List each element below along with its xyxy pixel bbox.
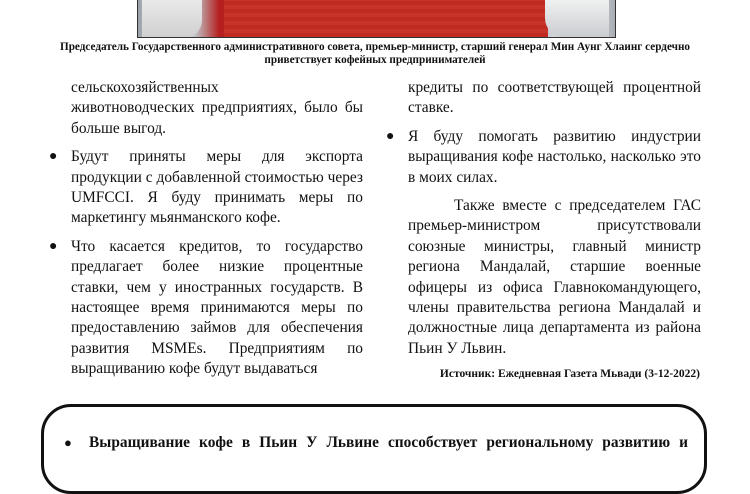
left-continuation-2: животноводческих предприятиях, было бы больше выгод. (71, 99, 363, 137)
photo-figure-left (142, 0, 202, 38)
source-citation: Источник: Ежедневная Газета Мьвади (3-12-2022) (439, 368, 700, 380)
right-column (385, 78, 701, 359)
list-item: ● Я буду помогать развитию индустрии выращивания кофе настолько, насколько это в моих силах. (386, 127, 701, 186)
left-column (48, 78, 363, 388)
bullet-dot-icon: ● (49, 149, 58, 165)
photo-figure-right (545, 0, 609, 38)
right-paragraph: Также вместе с председателем ГАС премьер-министром присутствовали союзные министры, главный министр региона Мандалай, старшие военные офицеры из офиса Главнокомандующего, члены правительства региона Мандалай и должностные лица департамента из района Пьин У Львин. (408, 197, 701, 357)
bullet-dot-icon: ● (49, 238, 58, 254)
left-continuation-1: сельскохозяйственных (71, 79, 219, 96)
right-continuation: кредиты по соответствующей процентной ставке. (408, 79, 701, 117)
bullet-dot-icon: ● (64, 435, 78, 450)
list-item: ● Будут приняты меры для экспорта продукции с добавленной стоимостью через UMFCCI. Я буду принимать меры по маркетингу мьянманского кофе. (49, 148, 363, 227)
bullet-dot-icon: ● (386, 128, 395, 144)
list-item: ● Что касается кредитов, то государство предлагает более низкие процентные ставки, чем у иностранных государств. В настоящее время принимаются меры по предоставлению займов для обеспечения развития MSMEs. Предприятиям по выращиванию кофе будут выдаваться (49, 237, 363, 378)
highlight-bullet: ● Выращивание кофе в Пьин У Львине способствует региональному развитию и (64, 434, 688, 451)
photo-caption: Председатель Государственного административного совета, премьер-министр, старший генерал Мин Аунг Хлаинг сердечно приветствует кофейных предпринимателей (60, 41, 690, 66)
highlight-box (41, 404, 707, 494)
red-carpet (224, 0, 548, 37)
news-photo (137, 0, 616, 38)
